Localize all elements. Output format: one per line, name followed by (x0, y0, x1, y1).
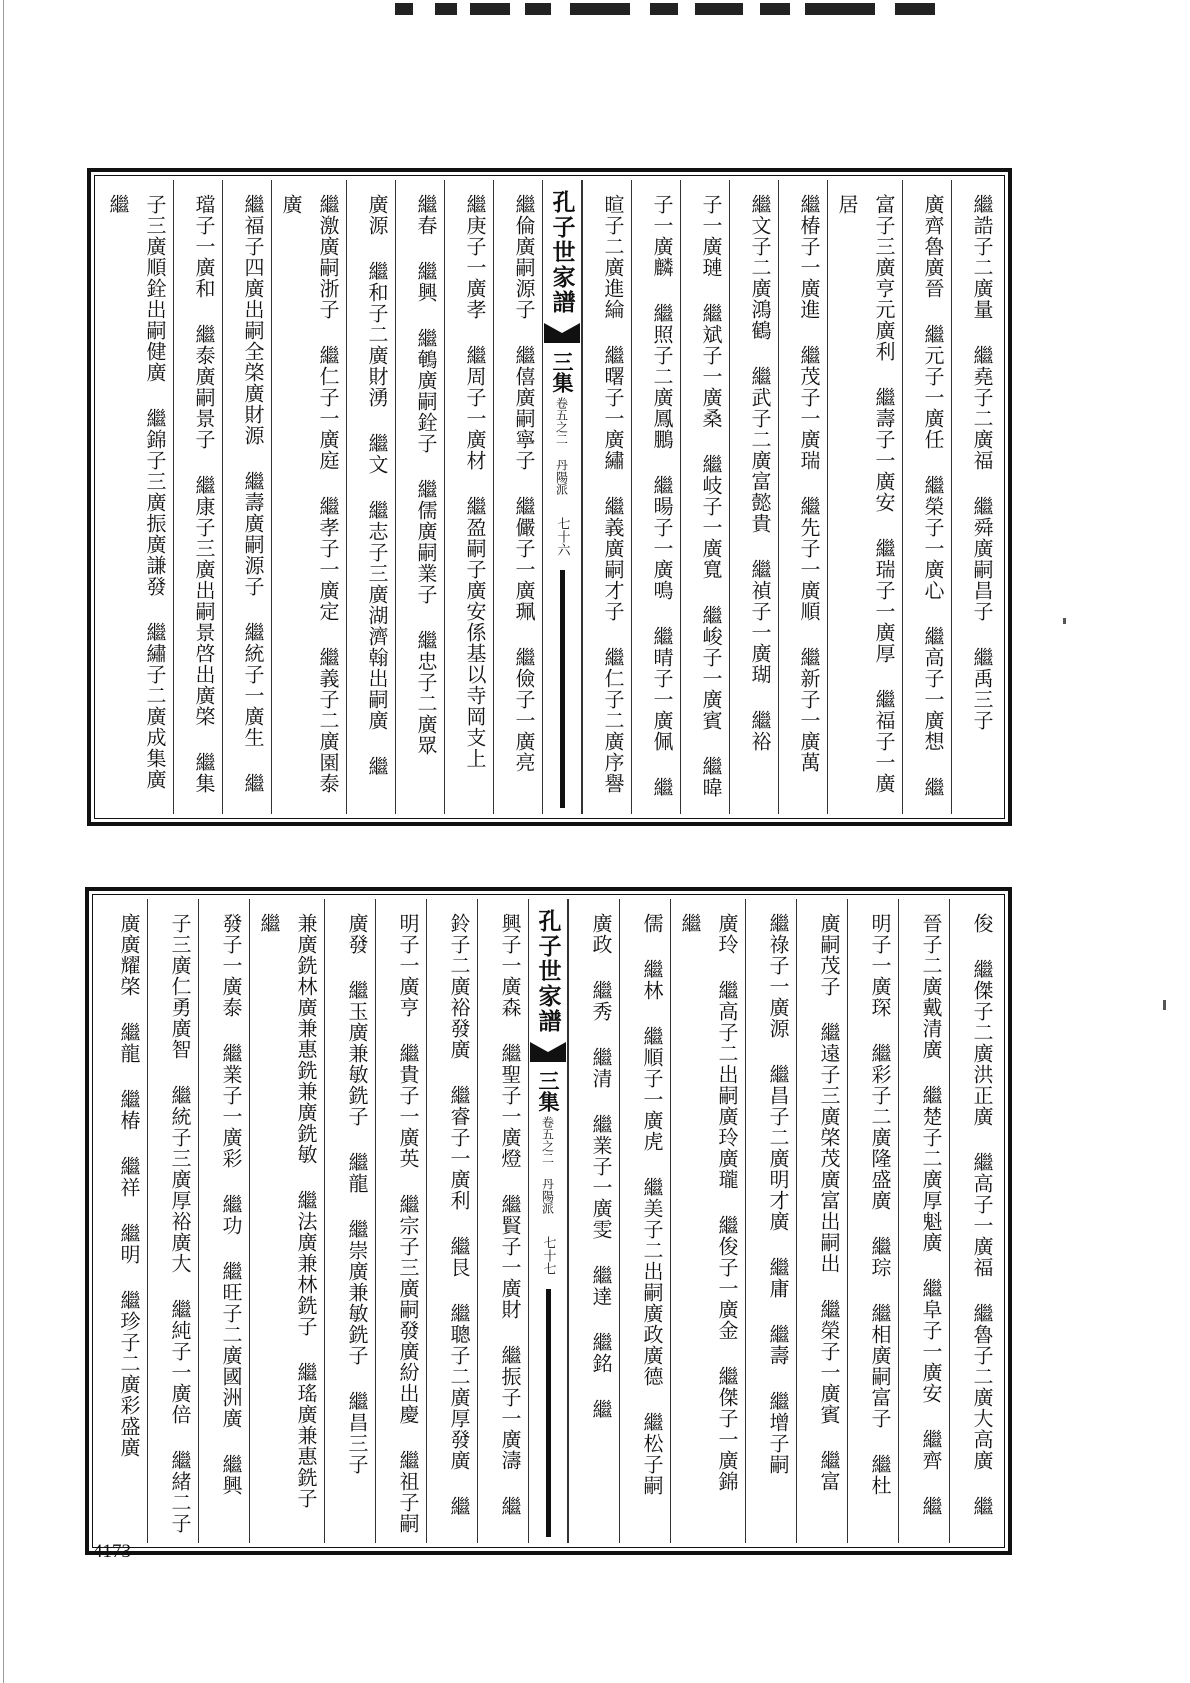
scan-top-bleed-marks (395, 0, 945, 16)
text-column: 繼文子二廣鴻鶴 繼武子二廣富懿貴 繼禎子一廣瑚 繼裕 (729, 180, 778, 814)
folio-number: 七十六 (554, 517, 570, 556)
scan-left-edge-line (3, 0, 4, 1683)
genealogy-sheet-lower (85, 887, 1012, 1555)
text-column: 廣政 繼秀 繼清 繼業子一廣雯 繼達 繼銘 繼 (568, 899, 619, 1543)
center-black-bar (546, 1289, 551, 1537)
text-column: 俊 繼傑子二廣洪正廣 繼高子一廣福 繼魯子二廣大高廣 繼 (949, 899, 1000, 1543)
fishtail-mark-icon (530, 1042, 566, 1062)
scan-speck (1063, 618, 1066, 624)
text-column: 明子一廣亨 繼貴子一廣英 繼宗子三廣嗣發廣紛出慶 繼祖子嗣 (375, 899, 426, 1543)
text-column: 廣玲 繼高子二出嗣廣玲廣瓏 繼俊子一廣金 繼傑子一廣錦 繼 (670, 899, 745, 1543)
text-column: 廣齊魯廣晉 繼元子一廣任 繼榮子一廣心 繼高子一廣想 繼 (902, 180, 951, 814)
book-title: 孔子世家譜 (534, 909, 562, 1034)
text-column: 暄子二廣進綸 繼曙子一廣繡 繼義廣嗣才子 繼仁子二廣序譽 (582, 180, 631, 814)
column-grid-lower (97, 899, 1000, 1543)
text-column: 廣源 繼和子二廣財湧 繼文 繼志子三廣湖濟翰出嗣廣 繼 (346, 180, 395, 814)
fishtail-mark-icon (544, 323, 580, 343)
center-black-bar (560, 570, 565, 808)
text-column: 明子一廣琛 繼彩子二廣隆盛廣 繼琮 繼相廣嗣富子 繼杜 (847, 899, 898, 1543)
text-column: 繼椿子一廣進 繼茂子一廣瑞 繼先子一廣順 繼新子一廣萬 (778, 180, 827, 814)
text-column: 繼倫廣嗣源子 繼僖廣嗣寧子 繼儼子一廣珮 繼儉子一廣亮 (493, 180, 542, 814)
text-column: 繼祿子一廣源 繼昌子二廣明才廣 繼庸 繼壽 繼增子嗣 (745, 899, 796, 1543)
volume-label: 三集 (550, 351, 575, 393)
scan-speck (1163, 1000, 1166, 1010)
column-grid-upper (99, 180, 1000, 814)
text-column: 興子一廣森 繼聖子一廣燈 繼賢子一廣財 繼振子一廣濤 繼 (477, 899, 528, 1543)
text-column: 子一廣麟 繼照子二廣鳳鵬 繼暘子一廣鳴 繼晴子一廣佩 繼 (631, 180, 680, 814)
page-number: 4173 (93, 1541, 131, 1562)
text-column: 子三廣順銓出嗣健廣 繼錦子三廣振廣謙發 繼繡子二廣成集廣 繼 (106, 194, 167, 790)
text-column: 廣廣耀棨 繼龍 繼椿 繼祥 繼明 繼珍子二廣彩盛廣 (117, 913, 141, 1458)
text-column: 繼福子四廣出嗣全棨廣財源 繼壽廣嗣源子 繼統子一廣生 繼 (222, 180, 271, 814)
center-fold-column (528, 899, 568, 1543)
book-title: 孔子世家譜 (548, 190, 576, 315)
text-column: 廣發 繼玉廣兼敏銑子 繼龍 繼崇廣兼敏銑子 繼昌三子 (324, 899, 375, 1543)
text-column: 繼激廣嗣浙子 繼仁子一廣庭 繼孝子一廣定 繼義子二廣園泰廣 (271, 180, 346, 814)
folio-number: 七十七 (540, 1236, 556, 1275)
genealogy-sheet-upper (87, 168, 1012, 826)
center-fold-column (542, 180, 582, 814)
text-column: 晉子二廣戴清廣 繼楚子二廣厚魁廣 繼阜子一廣安 繼齊 繼 (898, 899, 949, 1543)
text-column: 繼誥子二廣量 繼堯子二廣福 繼舜廣嗣昌子 繼禹三子 (951, 180, 1000, 814)
text-column: 璫子一廣和 繼泰廣嗣景子 繼康子三廣出嗣景啓出廣棨 繼集 (173, 180, 222, 814)
text-column: 儒 繼林 繼順子一廣虎 繼美子二出嗣廣政廣德 繼松子嗣 (619, 899, 670, 1543)
text-column: 鈴子二廣裕發廣 繼睿子一廣利 繼艮 繼聰子二廣厚發廣 繼 (426, 899, 477, 1543)
section-label: 卷五之二 丹陽派 (554, 397, 569, 495)
text-column: 廣嗣茂子 繼遠子三廣棨茂廣富出嗣出 繼榮子一廣賓 繼富 (796, 899, 847, 1543)
text-column: 富子三廣亨元廣利 繼壽子一廣安 繼瑞子一廣厚 繼福子一廣居 (827, 180, 902, 814)
text-column: 繼庚子一廣孝 繼周子一廣材 繼盈嗣子廣安係基以寺岡支上 (444, 180, 493, 814)
text-column: 子三廣仁勇廣智 繼統子三廣厚裕廣大 繼純子一廣倍 繼緒二子 (147, 899, 198, 1543)
text-column: 繼春 繼興 繼鵪廣嗣銓子 繼儒廣嗣業子 繼忠子二廣眾 (395, 180, 444, 814)
text-column: 兼廣銑林廣兼惠銑兼廣銑敏 繼法廣兼林銑子 繼瑤廣兼惠銑子 繼 (249, 899, 324, 1543)
text-column: 子一廣璉 繼斌子一廣桑 繼岐子一廣寬 繼峻子一廣賓 繼暐 (680, 180, 729, 814)
section-label: 卷五之二 丹陽派 (540, 1116, 555, 1214)
text-column: 發子一廣泰 繼業子一廣彩 繼功 繼旺子二廣國洲廣 繼興 (198, 899, 249, 1543)
volume-label: 三集 (536, 1070, 561, 1112)
